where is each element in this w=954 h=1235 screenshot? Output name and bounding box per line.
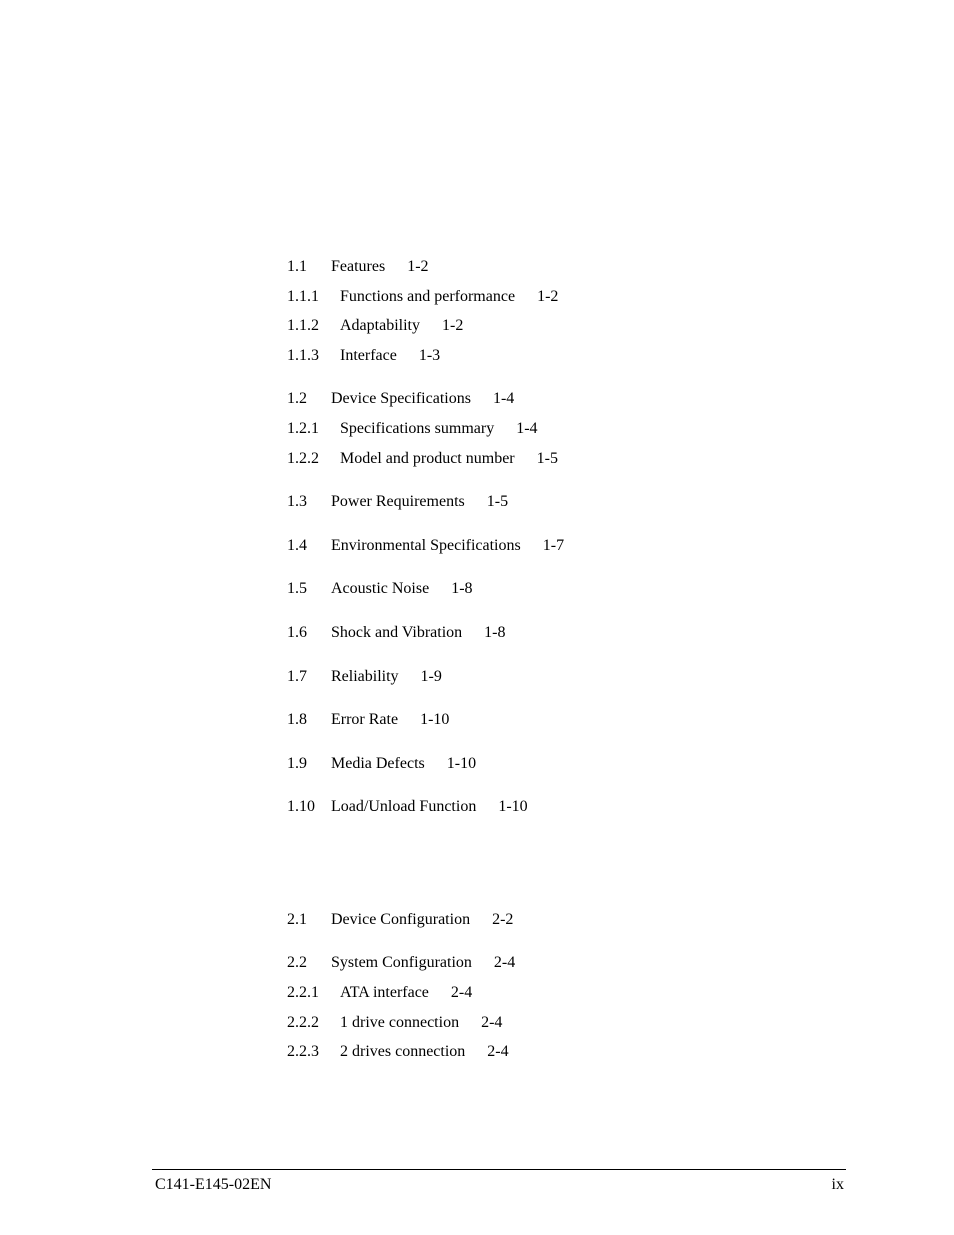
toc-number: 2.1 — [287, 911, 307, 928]
toc-number: 1.2.1 — [287, 420, 319, 437]
toc-page: 1-8 — [484, 624, 506, 641]
toc-title: Reliability — [331, 668, 399, 685]
toc-page: 2-4 — [450, 984, 473, 1001]
toc-page: 2-4 — [493, 954, 516, 971]
toc-entry — [287, 953, 515, 973]
toc-page: 2-2 — [492, 911, 514, 928]
toc-title: Device Specifications — [331, 390, 471, 407]
toc-title: Environmental Specifications — [331, 537, 521, 554]
toc-title: ATA interface — [340, 984, 429, 1001]
toc-title: Model and product number — [340, 450, 515, 467]
toc-number: 1.6 — [287, 624, 307, 641]
toc-page: 1-5 — [536, 450, 558, 467]
toc-number: 2.2.1 — [287, 984, 319, 1001]
toc-entry — [287, 316, 463, 336]
toc-page: 1-4 — [516, 420, 538, 437]
toc-entry — [287, 389, 514, 409]
toc-page: 1-3 — [418, 347, 441, 364]
toc-title: Error Rate — [331, 711, 399, 728]
toc-title: Media Defects — [331, 755, 425, 772]
toc-page: 1-9 — [420, 668, 442, 685]
toc-page: 1-5 — [486, 493, 509, 510]
footer-doc-code: C141-E145-02EN — [155, 1176, 272, 1193]
toc-entry — [287, 910, 513, 930]
footer-page-number: ix — [831, 1176, 844, 1193]
toc-number: 1.8 — [287, 711, 307, 728]
toc-number: 1.1 — [287, 258, 307, 275]
toc-title: Load/Unload Function — [331, 798, 477, 815]
toc-page: 2-4 — [487, 1043, 509, 1060]
toc-title: Functions and performance — [340, 288, 516, 305]
toc-entry — [287, 492, 508, 512]
toc-number: 1.10 — [287, 798, 315, 815]
toc-number: 1.1.1 — [287, 288, 319, 305]
toc-title: Interface — [340, 347, 397, 364]
toc-entry — [287, 536, 564, 556]
toc-title: 2 drives connection — [340, 1043, 466, 1060]
toc-number: 1.9 — [287, 755, 307, 772]
toc-entry — [287, 623, 506, 643]
toc-entry — [287, 449, 558, 469]
toc-number: 2.2.2 — [287, 1014, 319, 1031]
toc-page: 1-8 — [451, 580, 473, 597]
toc-number: 2.2 — [287, 954, 307, 971]
toc-entry — [287, 257, 429, 277]
toc-page: 1-2 — [441, 317, 464, 334]
toc-page: 1-2 — [407, 258, 429, 275]
toc-entry — [287, 1013, 502, 1033]
toc-title: Specifications summary — [340, 420, 495, 437]
toc-page: 1-7 — [542, 537, 565, 554]
toc-title: Features — [331, 258, 386, 275]
toc-number: 1.2 — [287, 390, 307, 407]
toc-entry — [287, 667, 442, 687]
toc-entry — [287, 579, 473, 599]
toc-title: 1 drive connection — [340, 1014, 460, 1031]
toc-number: 1.1.2 — [287, 317, 319, 334]
toc-title: Acoustic Noise — [331, 580, 430, 597]
toc-number: 1.1.3 — [287, 347, 319, 364]
toc-entry — [287, 754, 476, 774]
footer-divider — [152, 1169, 846, 1170]
toc-title: System Configuration — [331, 954, 472, 971]
toc-entry — [287, 346, 440, 366]
toc-page: 1-10 — [446, 755, 477, 772]
toc-page: 2-4 — [481, 1014, 503, 1031]
toc-number: 1.3 — [287, 493, 307, 510]
toc-title: Device Configuration — [331, 911, 471, 928]
toc-entry — [287, 983, 472, 1003]
toc-title: Adaptability — [340, 317, 420, 334]
toc-entry — [287, 287, 558, 307]
toc-page: 1-4 — [492, 390, 515, 407]
toc-page: 1-10 — [420, 711, 450, 728]
toc-number: 1.7 — [287, 668, 307, 685]
toc-entry — [287, 710, 449, 730]
toc-number: 1.4 — [287, 537, 307, 554]
toc-title: Power Requirements — [331, 493, 465, 510]
toc-entry — [287, 797, 528, 817]
toc-entry — [287, 419, 538, 439]
toc-page: 1-10 — [498, 798, 528, 815]
toc-number: 1.5 — [287, 580, 307, 597]
toc-number: 2.2.3 — [287, 1043, 319, 1060]
toc-number: 1.2.2 — [287, 450, 319, 467]
toc-entry — [287, 1042, 509, 1062]
toc-page: 1-2 — [537, 288, 559, 305]
toc-title: Shock and Vibration — [331, 624, 463, 641]
